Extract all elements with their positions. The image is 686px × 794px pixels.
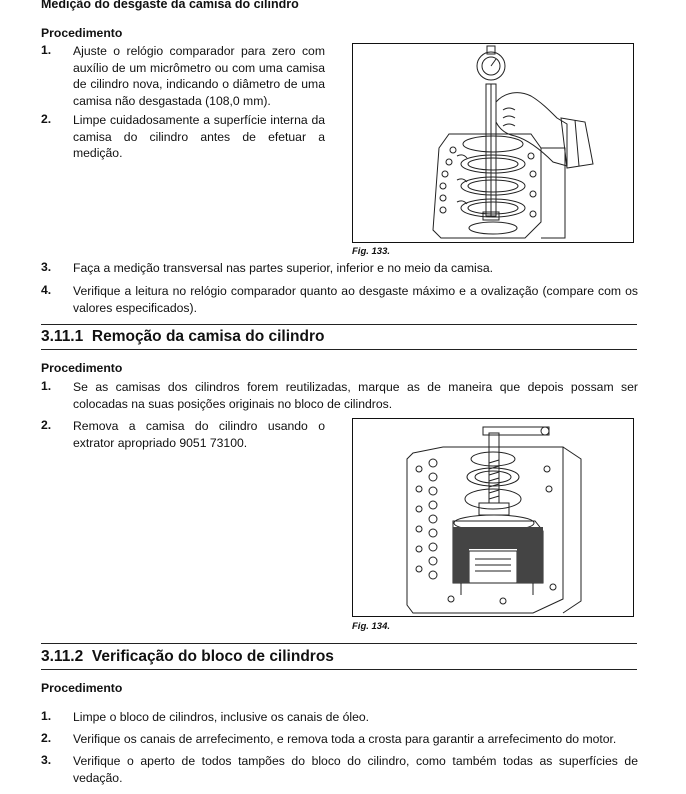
section-divider bbox=[41, 669, 637, 670]
section-heading bbox=[41, 328, 324, 346]
section-divider bbox=[41, 324, 637, 325]
section-divider bbox=[41, 643, 637, 644]
step-text: Verifique o aperto de todos tampões do bloco do cilindro, como também todas as superfícies de vedação. bbox=[73, 754, 638, 785]
step-number: 3. bbox=[41, 260, 52, 274]
step-text: Verifique a leitura no relógio comparador quanto ao desgaste máximo e a ovalização (compare com os valores especificados). bbox=[73, 284, 638, 315]
step-number: 2. bbox=[41, 112, 52, 126]
figure-bore-gauge-measurement bbox=[352, 43, 634, 243]
procedure-label: Procedimento bbox=[41, 681, 123, 695]
step-number: 4. bbox=[41, 283, 52, 297]
step-text: Ajuste o relógio comparador para zero com auxílio de um micrômetro ou com uma camisa de cilindro nova, indicando o diâmetro de uma camisa não desgastada (108,0 mm). bbox=[73, 44, 325, 108]
step-number: 2. bbox=[41, 731, 52, 745]
procedure-label: Procedimento bbox=[41, 26, 123, 40]
section-title: Medição do desgaste da camisa do cilindro bbox=[41, 0, 299, 11]
section-heading bbox=[41, 648, 334, 666]
figure-liner-extractor bbox=[352, 418, 634, 617]
figure-caption: Fig. 133. bbox=[352, 246, 391, 257]
section-title: Verificação do bloco de cilindros bbox=[91, 648, 334, 665]
procedure-label: Procedimento bbox=[41, 361, 123, 375]
step-number: 1. bbox=[41, 379, 52, 393]
step-text: Limpe cuidadosamente a superfície interna da camisa do cilindro antes de efetuar a medição. bbox=[73, 113, 325, 160]
liner-extractor-illustration bbox=[353, 419, 633, 616]
section-number: 3.11.1 bbox=[41, 328, 84, 345]
section-divider bbox=[41, 349, 637, 350]
bore-gauge-illustration bbox=[353, 44, 633, 242]
step-text: Limpe o bloco de cilindros, inclusive os canais de óleo. bbox=[73, 710, 370, 724]
step-number: 3. bbox=[41, 753, 52, 767]
step-number: 1. bbox=[41, 709, 52, 723]
section-number: 3.11.2 bbox=[41, 648, 84, 665]
section-title: Remoção da camisa do cilindro bbox=[91, 328, 325, 345]
step-number: 1. bbox=[41, 43, 52, 57]
step-text: Verifique os canais de arrefecimento, e remova toda a crosta para garantir a arrefecimento do motor. bbox=[73, 732, 617, 746]
figure-caption: Fig. 134. bbox=[352, 621, 391, 632]
step-number: 2. bbox=[41, 418, 52, 432]
step-text: Se as camisas dos cilindros forem reutilizadas, marque as de maneira que depois possam ser colocadas na suas posições originais no bloco de cilindros. bbox=[73, 380, 638, 411]
step-text: Faça a medição transversal nas partes superior, inferior e no meio da camisa. bbox=[73, 261, 493, 275]
step-text: Remova a camisa do cilindro usando o extrator apropriado 9051 73100. bbox=[73, 419, 325, 450]
